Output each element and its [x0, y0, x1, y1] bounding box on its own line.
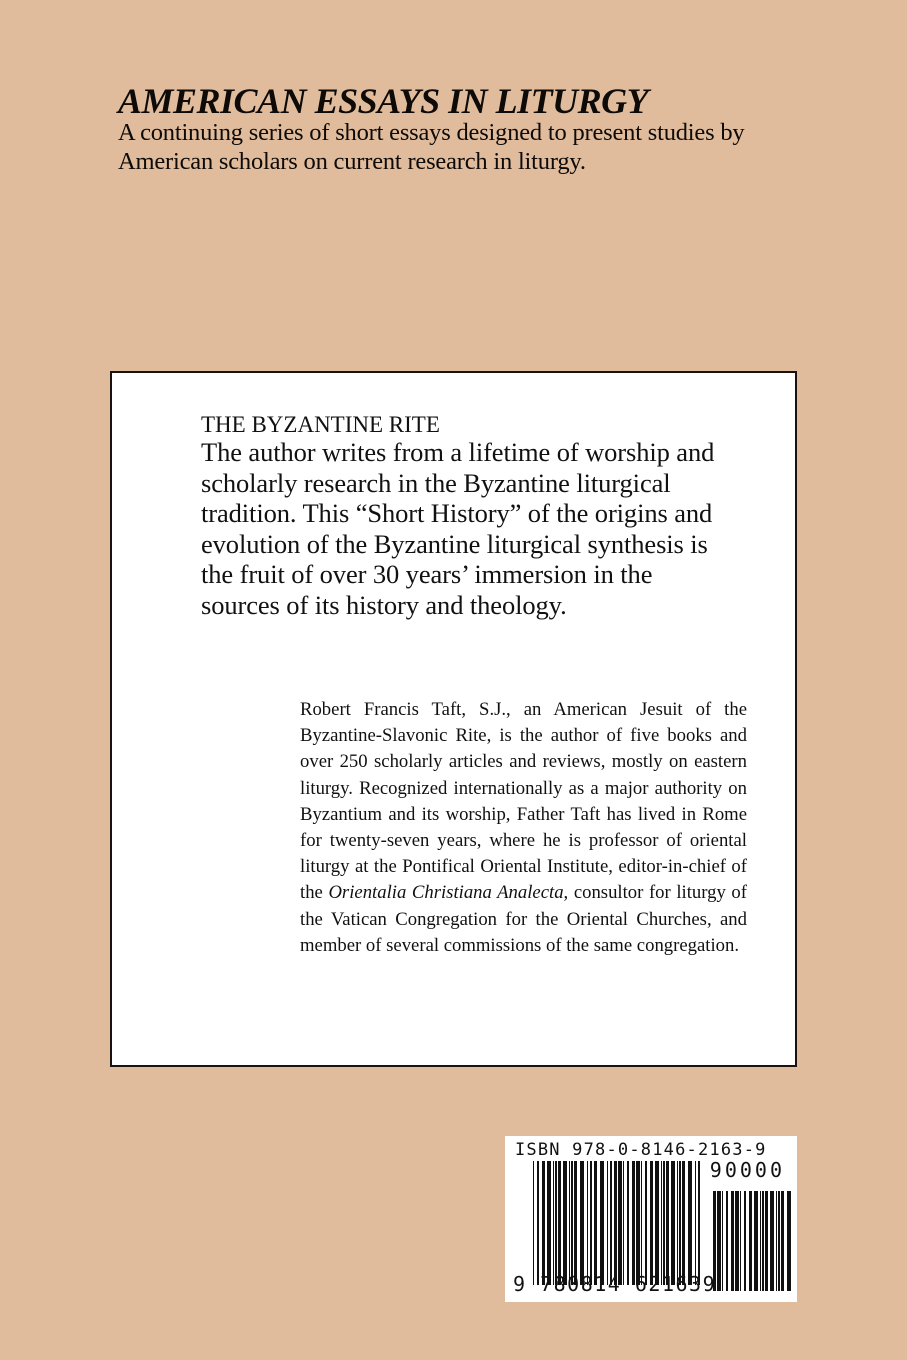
- barcode-bar: [614, 1161, 617, 1285]
- barcode-bar: [740, 1191, 741, 1291]
- barcode-bar: [754, 1191, 758, 1291]
- barcode-bar: [600, 1161, 604, 1285]
- barcode-bar: [645, 1161, 647, 1285]
- description-panel: [110, 371, 797, 1067]
- series-title: AMERICAN ESSAYS IN LITURGY: [118, 81, 649, 121]
- barcode-bar: [760, 1191, 761, 1291]
- barcode-bar: [735, 1191, 739, 1291]
- barcode-bar: [698, 1161, 700, 1285]
- barcode-bar: [776, 1191, 777, 1291]
- book-blurb: The author writes from a lifetime of worship and scholarly research in the Byzantine liturgical tradition. This “Short History” of the origins and evolution of the Byzantine liturgical synthesis is the fruit of over 30 years’ immersion in the sources of its history and theology.: [201, 437, 715, 620]
- barcode-bar: [542, 1161, 545, 1285]
- barcode-bar: [555, 1161, 557, 1285]
- barcode-bar: [641, 1161, 642, 1285]
- barcode-bar: [765, 1191, 768, 1291]
- series-description: A continuing series of short essays designed to present studies by American scholars on current research in liturgy.: [118, 119, 745, 175]
- barcode-bars-addon: [713, 1191, 793, 1291]
- barcode-bar: [677, 1161, 678, 1285]
- barcode-bar: [731, 1191, 734, 1291]
- barcode-bars-main: [533, 1161, 703, 1285]
- barcode-bar: [587, 1161, 588, 1285]
- barcode-bar: [563, 1161, 567, 1285]
- barcode-bar: [778, 1191, 780, 1291]
- barcode-bar: [666, 1161, 669, 1285]
- barcode-bar: [574, 1161, 577, 1285]
- journal-title: Orientalia Christiana Analecta: [328, 882, 564, 904]
- barcode-bar: [787, 1191, 791, 1291]
- barcode-bar: [671, 1161, 675, 1285]
- author-bio: [300, 697, 747, 959]
- barcode-bar: [679, 1161, 681, 1285]
- barcode-bar: [553, 1161, 554, 1285]
- barcode-digits: 9 780814 621639: [513, 1272, 717, 1296]
- barcode-bar: [661, 1161, 662, 1285]
- price-code: 90000: [709, 1158, 785, 1182]
- barcode-bar: [594, 1161, 597, 1285]
- barcode-bar: [580, 1161, 584, 1285]
- barcode-bar: [688, 1161, 692, 1285]
- barcode-bar: [618, 1161, 622, 1285]
- barcode-bar: [569, 1161, 570, 1285]
- barcode-bar: [632, 1161, 635, 1285]
- barcode-bar: [770, 1191, 774, 1291]
- barcode-bar: [533, 1161, 534, 1285]
- barcode-bar: [650, 1161, 653, 1285]
- barcode-bar: [607, 1161, 608, 1285]
- barcode-bar: [571, 1161, 573, 1285]
- barcode-bar: [547, 1161, 551, 1285]
- barcode-bar: [623, 1161, 624, 1285]
- barcode-bar: [610, 1161, 612, 1285]
- barcode-bar: [762, 1191, 764, 1291]
- barcode-bar: [663, 1161, 665, 1285]
- isbn-barcode: [505, 1136, 797, 1302]
- barcode-bar: [655, 1161, 659, 1285]
- barcode-bar: [627, 1161, 629, 1285]
- barcode-bar: [537, 1161, 539, 1285]
- author-bio-text: Robert Francis Taft, S.J., an American Jesuit of the Byzantine-Slavonic Rite, is the author of five books and over 250 scholarly articles and reviews, mostly on eastern liturgy. Recognized internationally as a major authority on Byzantium and its worship, Father Taft has lived in Rome for twenty-seven years, where he is professor of oriental liturgy at the Pontifical Oriental Institute, editor-in-chief of the: [300, 699, 747, 904]
- barcode-bar: [682, 1161, 685, 1285]
- barcode-bar: [590, 1161, 592, 1285]
- barcode-bar: [695, 1161, 696, 1285]
- barcode-bar: [558, 1161, 561, 1285]
- barcode-bar: [636, 1161, 640, 1285]
- author-bio-text-end: , consultor for liturgy of the Vatican Congregation for the Oriental Churches, and member of several commissions of the same congregation.: [300, 882, 748, 956]
- barcode-bar: [781, 1191, 784, 1291]
- isbn-label: ISBN 978-0-8146-2163-9: [515, 1140, 767, 1160]
- book-title: THE BYZANTINE RITE: [201, 412, 440, 437]
- barcode-bar: [717, 1191, 721, 1291]
- barcode-bar: [722, 1191, 723, 1291]
- barcode-bar: [744, 1191, 746, 1291]
- barcode-bar: [726, 1191, 728, 1291]
- barcode-bar: [749, 1191, 752, 1291]
